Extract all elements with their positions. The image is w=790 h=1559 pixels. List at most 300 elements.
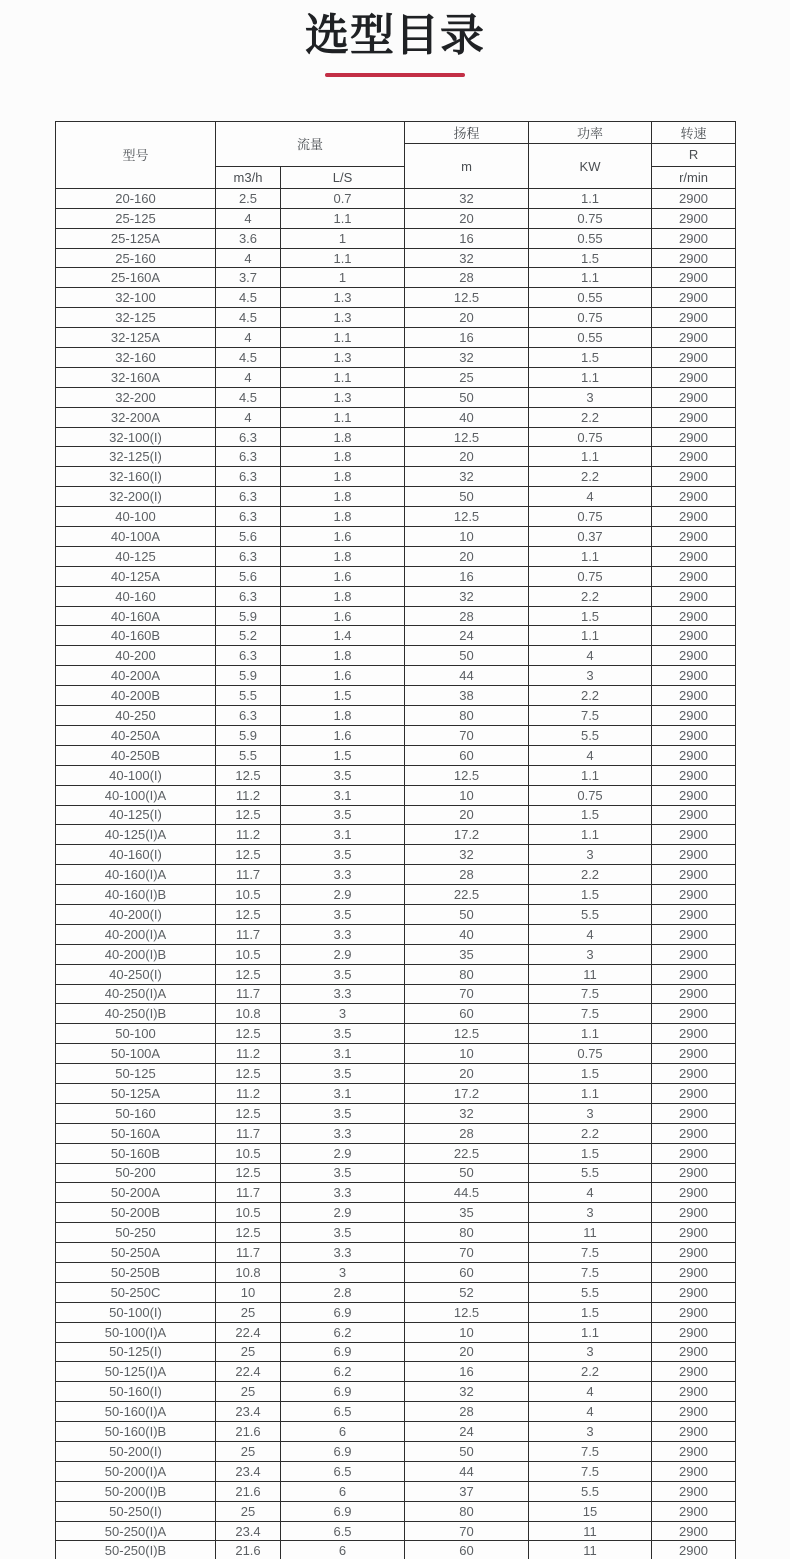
cell-speed-rmin: 2900 bbox=[652, 268, 736, 288]
cell-model: 32-100 bbox=[56, 288, 216, 308]
cell-power-kw: 4 bbox=[529, 1183, 652, 1203]
cell-flow-m3h: 6.3 bbox=[216, 447, 281, 467]
cell-head-m: 25 bbox=[405, 367, 529, 387]
cell-model: 50-250C bbox=[56, 1282, 216, 1302]
cell-flow-ls: 2.8 bbox=[281, 1282, 405, 1302]
table-row bbox=[56, 1203, 736, 1223]
cell-power-kw: 7.5 bbox=[529, 1461, 652, 1481]
cell-model: 40-250(I)A bbox=[56, 984, 216, 1004]
cell-power-kw: 2.2 bbox=[529, 1123, 652, 1143]
table-row bbox=[56, 1481, 736, 1501]
cell-flow-ls: 1.1 bbox=[281, 328, 405, 348]
cell-head-m: 44 bbox=[405, 666, 529, 686]
cell-head-m: 10 bbox=[405, 1044, 529, 1064]
cell-speed-rmin: 2900 bbox=[652, 1402, 736, 1422]
cell-speed-rmin: 2900 bbox=[652, 626, 736, 646]
cell-head-m: 70 bbox=[405, 984, 529, 1004]
cell-head-m: 20 bbox=[405, 308, 529, 328]
cell-flow-m3h: 6.3 bbox=[216, 586, 281, 606]
cell-flow-ls: 1 bbox=[281, 228, 405, 248]
cell-power-kw: 1.5 bbox=[529, 606, 652, 626]
table-row bbox=[56, 228, 736, 248]
cell-speed-rmin: 2900 bbox=[652, 1123, 736, 1143]
cell-speed-rmin: 2900 bbox=[652, 1501, 736, 1521]
table-row bbox=[56, 1521, 736, 1541]
cell-model: 40-200(I)B bbox=[56, 944, 216, 964]
cell-flow-m3h: 25 bbox=[216, 1501, 281, 1521]
table-row bbox=[56, 725, 736, 745]
table-row bbox=[56, 984, 736, 1004]
cell-flow-m3h: 21.6 bbox=[216, 1481, 281, 1501]
table-row bbox=[56, 646, 736, 666]
cell-head-m: 35 bbox=[405, 944, 529, 964]
cell-flow-m3h: 4.5 bbox=[216, 348, 281, 368]
cell-speed-rmin: 2900 bbox=[652, 725, 736, 745]
cell-power-kw: 11 bbox=[529, 1541, 652, 1559]
table-row bbox=[56, 785, 736, 805]
cell-power-kw: 0.75 bbox=[529, 427, 652, 447]
table-row bbox=[56, 507, 736, 527]
cell-speed-rmin: 2900 bbox=[652, 1322, 736, 1342]
cell-power-kw: 0.75 bbox=[529, 1044, 652, 1064]
cell-model: 50-160 bbox=[56, 1103, 216, 1123]
cell-speed-rmin: 2900 bbox=[652, 1143, 736, 1163]
table-row bbox=[56, 188, 736, 208]
cell-head-m: 17.2 bbox=[405, 825, 529, 845]
cell-model: 40-160(I) bbox=[56, 845, 216, 865]
cell-head-m: 16 bbox=[405, 566, 529, 586]
cell-head-m: 12.5 bbox=[405, 765, 529, 785]
cell-speed-rmin: 2900 bbox=[652, 1461, 736, 1481]
cell-speed-rmin: 2900 bbox=[652, 407, 736, 427]
cell-power-kw: 7.5 bbox=[529, 706, 652, 726]
cell-power-kw: 3 bbox=[529, 845, 652, 865]
cell-model: 50-125(I)A bbox=[56, 1362, 216, 1382]
cell-model: 40-160B bbox=[56, 626, 216, 646]
cell-flow-m3h: 5.5 bbox=[216, 745, 281, 765]
table-row bbox=[56, 745, 736, 765]
cell-flow-ls: 6.5 bbox=[281, 1521, 405, 1541]
cell-flow-ls: 1.5 bbox=[281, 686, 405, 706]
cell-flow-m3h: 10.5 bbox=[216, 944, 281, 964]
cell-flow-ls: 3.3 bbox=[281, 865, 405, 885]
table-row bbox=[56, 1382, 736, 1402]
cell-head-m: 28 bbox=[405, 268, 529, 288]
table-row bbox=[56, 1103, 736, 1123]
cell-head-m: 32 bbox=[405, 467, 529, 487]
cell-head-m: 80 bbox=[405, 964, 529, 984]
cell-flow-ls: 3.3 bbox=[281, 1123, 405, 1143]
cell-head-m: 60 bbox=[405, 1541, 529, 1559]
cell-flow-m3h: 6.3 bbox=[216, 646, 281, 666]
cell-power-kw: 3 bbox=[529, 387, 652, 407]
cell-flow-ls: 1.3 bbox=[281, 387, 405, 407]
cell-speed-rmin: 2900 bbox=[652, 348, 736, 368]
cell-head-m: 52 bbox=[405, 1282, 529, 1302]
cell-flow-ls: 6.9 bbox=[281, 1342, 405, 1362]
table-row bbox=[56, 805, 736, 825]
cell-speed-rmin: 2900 bbox=[652, 706, 736, 726]
cell-model: 50-200(I) bbox=[56, 1442, 216, 1462]
cell-flow-m3h: 21.6 bbox=[216, 1541, 281, 1559]
cell-power-kw: 4 bbox=[529, 924, 652, 944]
cell-power-kw: 4 bbox=[529, 487, 652, 507]
cell-speed-rmin: 2900 bbox=[652, 1282, 736, 1302]
cell-flow-m3h: 12.5 bbox=[216, 1064, 281, 1084]
cell-power-kw: 4 bbox=[529, 1402, 652, 1422]
cell-speed-rmin: 2900 bbox=[652, 586, 736, 606]
cell-head-m: 50 bbox=[405, 1163, 529, 1183]
cell-flow-m3h: 23.4 bbox=[216, 1521, 281, 1541]
cell-flow-ls: 3.1 bbox=[281, 1083, 405, 1103]
cell-power-kw: 1.5 bbox=[529, 348, 652, 368]
cell-power-kw: 0.75 bbox=[529, 507, 652, 527]
cell-flow-m3h: 11.7 bbox=[216, 984, 281, 1004]
cell-flow-ls: 6.9 bbox=[281, 1501, 405, 1521]
cell-model: 40-100(I) bbox=[56, 765, 216, 785]
cell-power-kw: 1.5 bbox=[529, 885, 652, 905]
cell-head-m: 22.5 bbox=[405, 885, 529, 905]
cell-model: 25-160 bbox=[56, 248, 216, 268]
cell-head-m: 70 bbox=[405, 725, 529, 745]
cell-head-m: 37 bbox=[405, 1481, 529, 1501]
cell-flow-m3h: 4 bbox=[216, 367, 281, 387]
cell-power-kw: 0.75 bbox=[529, 208, 652, 228]
cell-model: 50-125(I) bbox=[56, 1342, 216, 1362]
cell-flow-ls: 6.2 bbox=[281, 1362, 405, 1382]
cell-power-kw: 1.1 bbox=[529, 447, 652, 467]
cell-flow-ls: 1.8 bbox=[281, 706, 405, 726]
cell-model: 50-125A bbox=[56, 1083, 216, 1103]
cell-model: 32-160 bbox=[56, 348, 216, 368]
cell-power-kw: 1.5 bbox=[529, 1064, 652, 1084]
cell-speed-rmin: 2900 bbox=[652, 328, 736, 348]
cell-power-kw: 7.5 bbox=[529, 1262, 652, 1282]
cell-model: 50-250A bbox=[56, 1243, 216, 1263]
table-row bbox=[56, 885, 736, 905]
cell-power-kw: 2.2 bbox=[529, 1362, 652, 1382]
cell-power-kw: 1.1 bbox=[529, 626, 652, 646]
cell-speed-rmin: 2900 bbox=[652, 1243, 736, 1263]
cell-head-m: 12.5 bbox=[405, 507, 529, 527]
cell-power-kw: 1.1 bbox=[529, 367, 652, 387]
cell-flow-m3h: 22.4 bbox=[216, 1362, 281, 1382]
table-row bbox=[56, 1024, 736, 1044]
cell-flow-ls: 1.8 bbox=[281, 487, 405, 507]
cell-model: 40-250(I)B bbox=[56, 1004, 216, 1024]
cell-flow-ls: 3.5 bbox=[281, 1024, 405, 1044]
cell-flow-m3h: 21.6 bbox=[216, 1422, 281, 1442]
cell-model: 50-200B bbox=[56, 1203, 216, 1223]
cell-flow-ls: 3 bbox=[281, 1004, 405, 1024]
cell-flow-m3h: 11.7 bbox=[216, 1123, 281, 1143]
cell-speed-rmin: 2900 bbox=[652, 208, 736, 228]
cell-model: 25-125A bbox=[56, 228, 216, 248]
cell-power-kw: 5.5 bbox=[529, 725, 652, 745]
table-row bbox=[56, 944, 736, 964]
cell-model: 50-250 bbox=[56, 1223, 216, 1243]
cell-speed-rmin: 2900 bbox=[652, 1044, 736, 1064]
cell-speed-rmin: 2900 bbox=[652, 1103, 736, 1123]
cell-power-kw: 3 bbox=[529, 1103, 652, 1123]
cell-flow-m3h: 10.5 bbox=[216, 1143, 281, 1163]
cell-head-m: 70 bbox=[405, 1243, 529, 1263]
cell-power-kw: 1.5 bbox=[529, 1143, 652, 1163]
table-row bbox=[56, 1461, 736, 1481]
cell-flow-m3h: 23.4 bbox=[216, 1402, 281, 1422]
table-row bbox=[56, 387, 736, 407]
cell-model: 40-200(I) bbox=[56, 904, 216, 924]
col-header-power: 功率 bbox=[529, 122, 652, 144]
cell-speed-rmin: 2900 bbox=[652, 527, 736, 547]
cell-speed-rmin: 2900 bbox=[652, 686, 736, 706]
cell-speed-rmin: 2900 bbox=[652, 1083, 736, 1103]
cell-speed-rmin: 2900 bbox=[652, 1541, 736, 1559]
cell-power-kw: 1.1 bbox=[529, 1024, 652, 1044]
table-row bbox=[56, 447, 736, 467]
cell-head-m: 28 bbox=[405, 865, 529, 885]
table-row bbox=[56, 546, 736, 566]
cell-flow-ls: 3.5 bbox=[281, 765, 405, 785]
table-row bbox=[56, 1123, 736, 1143]
header-row-1 bbox=[56, 122, 736, 144]
cell-flow-ls: 3.1 bbox=[281, 1044, 405, 1064]
cell-flow-ls: 3.5 bbox=[281, 1103, 405, 1123]
cell-speed-rmin: 2900 bbox=[652, 904, 736, 924]
cell-head-m: 70 bbox=[405, 1521, 529, 1541]
cell-flow-m3h: 12.5 bbox=[216, 1024, 281, 1044]
cell-power-kw: 3 bbox=[529, 666, 652, 686]
cell-power-kw: 3 bbox=[529, 944, 652, 964]
cell-flow-ls: 1.8 bbox=[281, 467, 405, 487]
cell-model: 40-250B bbox=[56, 745, 216, 765]
cell-flow-m3h: 6.3 bbox=[216, 467, 281, 487]
cell-power-kw: 1.1 bbox=[529, 765, 652, 785]
cell-model: 50-250(I)B bbox=[56, 1541, 216, 1559]
col-header-speed: 转速 bbox=[652, 122, 736, 144]
cell-flow-m3h: 11.2 bbox=[216, 1044, 281, 1064]
table-row bbox=[56, 348, 736, 368]
table-row bbox=[56, 606, 736, 626]
cell-flow-m3h: 11.7 bbox=[216, 924, 281, 944]
cell-flow-ls: 1.3 bbox=[281, 288, 405, 308]
cell-speed-rmin: 2900 bbox=[652, 546, 736, 566]
cell-speed-rmin: 2900 bbox=[652, 1481, 736, 1501]
table-row bbox=[56, 765, 736, 785]
table-row bbox=[56, 328, 736, 348]
col-header-flow: 流量 bbox=[216, 122, 405, 167]
table-row bbox=[56, 1442, 736, 1462]
cell-head-m: 32 bbox=[405, 845, 529, 865]
cell-head-m: 32 bbox=[405, 248, 529, 268]
cell-head-m: 28 bbox=[405, 1402, 529, 1422]
table-row bbox=[56, 1044, 736, 1064]
cell-power-kw: 0.75 bbox=[529, 785, 652, 805]
cell-model: 50-250(I) bbox=[56, 1501, 216, 1521]
cell-flow-ls: 1.8 bbox=[281, 546, 405, 566]
cell-power-kw: 11 bbox=[529, 964, 652, 984]
cell-flow-ls: 1.1 bbox=[281, 407, 405, 427]
cell-flow-ls: 1.8 bbox=[281, 507, 405, 527]
cell-flow-ls: 6 bbox=[281, 1422, 405, 1442]
table-row bbox=[56, 208, 736, 228]
cell-flow-ls: 6 bbox=[281, 1541, 405, 1559]
cell-head-m: 22.5 bbox=[405, 1143, 529, 1163]
table-row bbox=[56, 1422, 736, 1442]
cell-speed-rmin: 2900 bbox=[652, 666, 736, 686]
table-row bbox=[56, 566, 736, 586]
cell-speed-rmin: 2900 bbox=[652, 1262, 736, 1282]
cell-head-m: 20 bbox=[405, 1342, 529, 1362]
cell-flow-ls: 3.5 bbox=[281, 1163, 405, 1183]
cell-flow-ls: 6.2 bbox=[281, 1322, 405, 1342]
cell-speed-rmin: 2900 bbox=[652, 1064, 736, 1084]
cell-power-kw: 2.2 bbox=[529, 467, 652, 487]
cell-flow-m3h: 11.2 bbox=[216, 1083, 281, 1103]
table-row bbox=[56, 1362, 736, 1382]
cell-model: 40-160(I)B bbox=[56, 885, 216, 905]
cell-flow-m3h: 12.5 bbox=[216, 1223, 281, 1243]
cell-head-m: 50 bbox=[405, 904, 529, 924]
cell-head-m: 44.5 bbox=[405, 1183, 529, 1203]
cell-model: 40-250(I) bbox=[56, 964, 216, 984]
cell-model: 32-200(I) bbox=[56, 487, 216, 507]
cell-model: 25-125 bbox=[56, 208, 216, 228]
cell-flow-m3h: 10.8 bbox=[216, 1262, 281, 1282]
cell-model: 50-250B bbox=[56, 1262, 216, 1282]
cell-flow-ls: 6.9 bbox=[281, 1302, 405, 1322]
cell-speed-rmin: 2900 bbox=[652, 467, 736, 487]
cell-head-m: 12.5 bbox=[405, 1024, 529, 1044]
cell-head-m: 60 bbox=[405, 1004, 529, 1024]
cell-flow-m3h: 3.6 bbox=[216, 228, 281, 248]
table-row bbox=[56, 367, 736, 387]
col-header-head-unit: m bbox=[405, 144, 529, 189]
cell-speed-rmin: 2900 bbox=[652, 865, 736, 885]
table-row bbox=[56, 1223, 736, 1243]
table-row bbox=[56, 487, 736, 507]
cell-power-kw: 7.5 bbox=[529, 984, 652, 1004]
cell-model: 40-100A bbox=[56, 527, 216, 547]
col-header-speed-unit: r/min bbox=[652, 166, 736, 188]
cell-speed-rmin: 2900 bbox=[652, 785, 736, 805]
cell-model: 50-200A bbox=[56, 1183, 216, 1203]
cell-power-kw: 1.5 bbox=[529, 248, 652, 268]
cell-power-kw: 11 bbox=[529, 1521, 652, 1541]
cell-power-kw: 0.37 bbox=[529, 527, 652, 547]
cell-flow-ls: 3.5 bbox=[281, 1223, 405, 1243]
cell-power-kw: 3 bbox=[529, 1422, 652, 1442]
cell-power-kw: 5.5 bbox=[529, 904, 652, 924]
cell-head-m: 32 bbox=[405, 348, 529, 368]
cell-flow-m3h: 25 bbox=[216, 1442, 281, 1462]
cell-flow-m3h: 6.3 bbox=[216, 487, 281, 507]
cell-head-m: 50 bbox=[405, 646, 529, 666]
cell-head-m: 60 bbox=[405, 745, 529, 765]
cell-head-m: 32 bbox=[405, 188, 529, 208]
cell-head-m: 40 bbox=[405, 407, 529, 427]
cell-flow-m3h: 12.5 bbox=[216, 964, 281, 984]
cell-flow-m3h: 6.3 bbox=[216, 427, 281, 447]
cell-model: 50-250(I)A bbox=[56, 1521, 216, 1541]
cell-power-kw: 7.5 bbox=[529, 1004, 652, 1024]
table-row bbox=[56, 1083, 736, 1103]
cell-flow-ls: 1.1 bbox=[281, 208, 405, 228]
cell-flow-m3h: 12.5 bbox=[216, 1163, 281, 1183]
page-title: 选型目录 bbox=[305, 11, 485, 60]
table-row bbox=[56, 1143, 736, 1163]
cell-flow-m3h: 11.7 bbox=[216, 1183, 281, 1203]
col-header-speed-r: R bbox=[652, 144, 736, 166]
cell-model: 50-160(I) bbox=[56, 1382, 216, 1402]
cell-model: 32-125 bbox=[56, 308, 216, 328]
cell-power-kw: 0.55 bbox=[529, 328, 652, 348]
cell-head-m: 20 bbox=[405, 805, 529, 825]
cell-flow-m3h: 2.5 bbox=[216, 188, 281, 208]
cell-speed-rmin: 2900 bbox=[652, 1163, 736, 1183]
col-header-power-unit: KW bbox=[529, 144, 652, 189]
cell-model: 40-200(I)A bbox=[56, 924, 216, 944]
table-row bbox=[56, 706, 736, 726]
cell-flow-m3h: 5.6 bbox=[216, 566, 281, 586]
cell-flow-m3h: 4 bbox=[216, 248, 281, 268]
table-row bbox=[56, 1501, 736, 1521]
cell-head-m: 20 bbox=[405, 1064, 529, 1084]
cell-power-kw: 4 bbox=[529, 646, 652, 666]
cell-model: 50-100A bbox=[56, 1044, 216, 1064]
table-row bbox=[56, 865, 736, 885]
cell-head-m: 17.2 bbox=[405, 1083, 529, 1103]
cell-speed-rmin: 2900 bbox=[652, 1382, 736, 1402]
cell-flow-m3h: 3.7 bbox=[216, 268, 281, 288]
cell-speed-rmin: 2900 bbox=[652, 745, 736, 765]
cell-head-m: 28 bbox=[405, 1123, 529, 1143]
cell-flow-m3h: 12.5 bbox=[216, 845, 281, 865]
cell-power-kw: 2.2 bbox=[529, 407, 652, 427]
selection-table bbox=[55, 121, 736, 1559]
cell-flow-ls: 3.5 bbox=[281, 845, 405, 865]
cell-flow-ls: 2.9 bbox=[281, 1143, 405, 1163]
cell-speed-rmin: 2900 bbox=[652, 1442, 736, 1462]
cell-flow-m3h: 6.3 bbox=[216, 546, 281, 566]
cell-model: 50-160(I)B bbox=[56, 1422, 216, 1442]
cell-model: 32-125(I) bbox=[56, 447, 216, 467]
col-header-flow-m3h: m3/h bbox=[216, 166, 281, 188]
cell-flow-ls: 1.1 bbox=[281, 367, 405, 387]
cell-flow-ls: 6.9 bbox=[281, 1382, 405, 1402]
cell-flow-m3h: 5.5 bbox=[216, 686, 281, 706]
cell-flow-ls: 3.3 bbox=[281, 924, 405, 944]
cell-model: 40-125(I) bbox=[56, 805, 216, 825]
cell-flow-ls: 1.8 bbox=[281, 447, 405, 467]
cell-speed-rmin: 2900 bbox=[652, 924, 736, 944]
cell-flow-m3h: 5.9 bbox=[216, 666, 281, 686]
table-row bbox=[56, 686, 736, 706]
cell-flow-ls: 6.9 bbox=[281, 1442, 405, 1462]
table-row bbox=[56, 527, 736, 547]
cell-speed-rmin: 2900 bbox=[652, 1004, 736, 1024]
cell-power-kw: 0.55 bbox=[529, 228, 652, 248]
table-row bbox=[56, 1282, 736, 1302]
cell-flow-m3h: 4 bbox=[216, 407, 281, 427]
cell-flow-ls: 3.5 bbox=[281, 1064, 405, 1084]
cell-head-m: 35 bbox=[405, 1203, 529, 1223]
cell-flow-ls: 3.1 bbox=[281, 785, 405, 805]
table-row bbox=[56, 626, 736, 646]
cell-flow-ls: 1.3 bbox=[281, 348, 405, 368]
cell-speed-rmin: 2900 bbox=[652, 1521, 736, 1541]
cell-power-kw: 3 bbox=[529, 1203, 652, 1223]
